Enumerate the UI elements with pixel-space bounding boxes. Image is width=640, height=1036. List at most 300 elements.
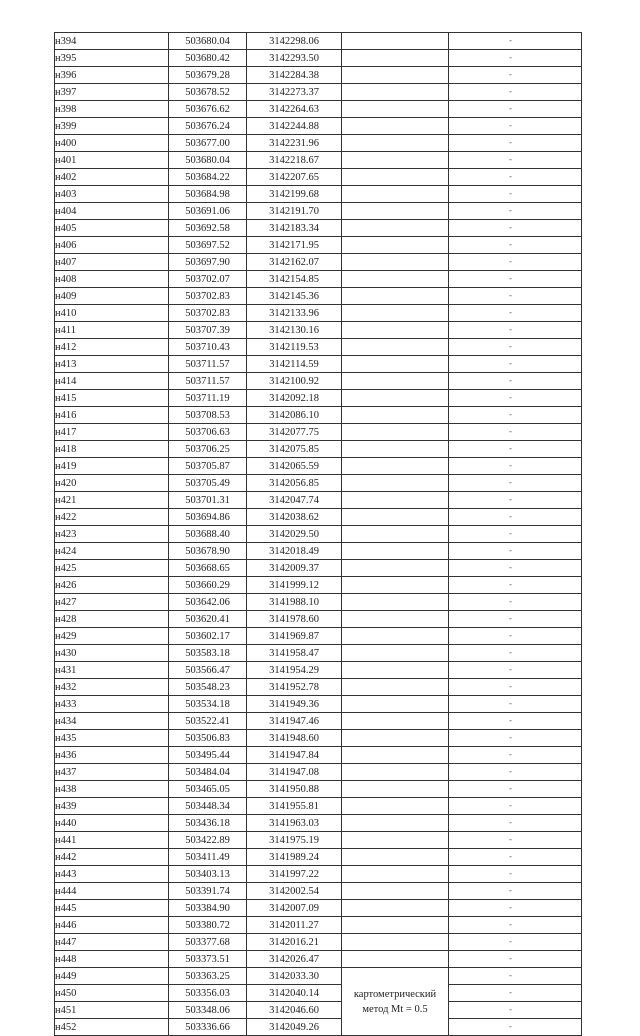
empty-cell	[449, 900, 582, 917]
coord-y: 3142029.50	[247, 526, 342, 543]
coord-y: 3142284.38	[247, 67, 342, 84]
empty-cell	[449, 764, 582, 781]
coord-x: 503676.24	[169, 118, 247, 135]
table-row	[55, 1019, 582, 1036]
dash-mark: -	[509, 698, 512, 708]
empty-cell	[449, 407, 582, 424]
dash-mark: -	[509, 103, 512, 113]
empty-cell	[342, 441, 449, 458]
coord-y: 3142244.88	[247, 118, 342, 135]
coord-y: 3142033.30	[247, 968, 342, 985]
coord-y: 3141952.78	[247, 679, 342, 696]
dash-mark: -	[509, 783, 512, 793]
table-row	[55, 696, 582, 713]
empty-cell	[449, 84, 582, 101]
point-id: н445	[55, 900, 169, 917]
coord-y: 3141955.81	[247, 798, 342, 815]
coordinates-table	[54, 32, 582, 1036]
coord-y: 3141947.46	[247, 713, 342, 730]
empty-cell	[342, 339, 449, 356]
dash-mark: -	[509, 375, 512, 385]
empty-cell	[449, 237, 582, 254]
point-id: н417	[55, 424, 169, 441]
coord-x: 503706.25	[169, 441, 247, 458]
coord-x: 503534.18	[169, 696, 247, 713]
coord-y: 3141975.19	[247, 832, 342, 849]
dash-mark: -	[509, 137, 512, 147]
dash-mark: -	[509, 392, 512, 402]
table-row	[55, 220, 582, 237]
empty-cell	[449, 1002, 582, 1019]
coord-y: 3142018.49	[247, 543, 342, 560]
table-row	[55, 288, 582, 305]
point-id: н447	[55, 934, 169, 951]
dash-mark: -	[509, 630, 512, 640]
coord-y: 3142077.75	[247, 424, 342, 441]
dash-mark: -	[509, 970, 512, 980]
coord-x: 503506.83	[169, 730, 247, 747]
coord-y: 3142047.74	[247, 492, 342, 509]
coord-x: 503403.13	[169, 866, 247, 883]
empty-cell	[449, 883, 582, 900]
empty-cell	[449, 169, 582, 186]
coord-y: 3141948.60	[247, 730, 342, 747]
empty-cell	[449, 203, 582, 220]
empty-cell	[449, 271, 582, 288]
dash-mark: -	[509, 188, 512, 198]
table-row	[55, 424, 582, 441]
coord-y: 3142199.68	[247, 186, 342, 203]
table-row	[55, 254, 582, 271]
coord-y: 3142092.18	[247, 390, 342, 407]
point-id: н429	[55, 628, 169, 645]
method-note-line2: метод Mt = 0.5	[362, 1003, 428, 1015]
empty-cell	[449, 985, 582, 1002]
dash-mark: -	[509, 324, 512, 334]
dash-mark: -	[509, 545, 512, 555]
point-id: н407	[55, 254, 169, 271]
coord-x: 503363.25	[169, 968, 247, 985]
dash-mark: -	[509, 834, 512, 844]
point-id: н396	[55, 67, 169, 84]
dash-mark: -	[509, 273, 512, 283]
coord-x: 503707.39	[169, 322, 247, 339]
coord-x: 503448.34	[169, 798, 247, 815]
point-id: н433	[55, 696, 169, 713]
empty-cell	[449, 526, 582, 543]
empty-cell	[342, 390, 449, 407]
empty-cell	[449, 492, 582, 509]
coord-y: 3142056.85	[247, 475, 342, 492]
dash-mark: -	[509, 1004, 512, 1014]
empty-cell	[449, 441, 582, 458]
table-row	[55, 84, 582, 101]
point-id: н444	[55, 883, 169, 900]
dash-mark: -	[509, 647, 512, 657]
coord-y: 3142009.37	[247, 560, 342, 577]
coord-x: 503660.29	[169, 577, 247, 594]
point-id: н431	[55, 662, 169, 679]
empty-cell	[449, 968, 582, 985]
empty-cell	[449, 101, 582, 118]
coord-x: 503711.57	[169, 356, 247, 373]
coord-x: 503702.83	[169, 288, 247, 305]
empty-cell	[342, 288, 449, 305]
empty-cell	[342, 84, 449, 101]
empty-cell	[342, 730, 449, 747]
empty-cell	[342, 526, 449, 543]
dash-mark: -	[509, 868, 512, 878]
empty-cell	[342, 764, 449, 781]
empty-cell	[449, 458, 582, 475]
point-id: н425	[55, 560, 169, 577]
empty-cell	[342, 628, 449, 645]
table-row	[55, 866, 582, 883]
dash-mark: -	[509, 341, 512, 351]
dash-mark: -	[509, 613, 512, 623]
coord-x: 503391.74	[169, 883, 247, 900]
table-row	[55, 1002, 582, 1019]
coord-y: 3141947.84	[247, 747, 342, 764]
coord-y: 3142171.95	[247, 237, 342, 254]
empty-cell	[342, 594, 449, 611]
empty-cell	[449, 628, 582, 645]
dash-mark: -	[509, 443, 512, 453]
dash-mark: -	[509, 494, 512, 504]
coord-y: 3142065.59	[247, 458, 342, 475]
coord-x: 503684.22	[169, 169, 247, 186]
empty-cell	[342, 560, 449, 577]
empty-cell	[342, 662, 449, 679]
point-id: н415	[55, 390, 169, 407]
coord-x: 503336.66	[169, 1019, 247, 1036]
point-id: н442	[55, 849, 169, 866]
coord-y: 3142298.06	[247, 33, 342, 50]
method-note-line1: картометрический	[353, 988, 437, 1000]
coord-x: 503548.23	[169, 679, 247, 696]
empty-cell	[342, 798, 449, 815]
coord-y: 3142114.59	[247, 356, 342, 373]
empty-cell	[342, 900, 449, 917]
point-id: н427	[55, 594, 169, 611]
empty-cell	[342, 186, 449, 203]
table-row	[55, 390, 582, 407]
point-id: н439	[55, 798, 169, 815]
coord-y: 3141947.08	[247, 764, 342, 781]
table-row	[55, 152, 582, 169]
dash-mark: -	[509, 35, 512, 45]
table-row	[55, 203, 582, 220]
dash-mark: -	[509, 919, 512, 929]
coord-y: 3141949.36	[247, 696, 342, 713]
empty-cell	[449, 594, 582, 611]
coord-y: 3142100.92	[247, 373, 342, 390]
coord-y: 3141950.88	[247, 781, 342, 798]
dash-mark: -	[509, 477, 512, 487]
empty-cell	[342, 305, 449, 322]
table-row	[55, 951, 582, 968]
table-row	[55, 849, 582, 866]
point-id: н448	[55, 951, 169, 968]
coord-y: 3141963.03	[247, 815, 342, 832]
point-id: н450	[55, 985, 169, 1002]
table-row	[55, 662, 582, 679]
empty-cell	[449, 696, 582, 713]
dash-mark: -	[509, 256, 512, 266]
coord-x: 503702.83	[169, 305, 247, 322]
dash-mark: -	[509, 817, 512, 827]
empty-cell	[449, 560, 582, 577]
point-id: н395	[55, 50, 169, 67]
empty-cell	[449, 543, 582, 560]
dash-mark: -	[509, 205, 512, 215]
dash-mark: -	[509, 851, 512, 861]
table-row	[55, 832, 582, 849]
coord-x: 503684.98	[169, 186, 247, 203]
point-id: н394	[55, 33, 169, 50]
point-id: н451	[55, 1002, 169, 1019]
coord-y: 3142011.27	[247, 917, 342, 934]
table-row	[55, 747, 582, 764]
empty-cell	[342, 271, 449, 288]
empty-cell	[342, 849, 449, 866]
coord-y: 3142040.14	[247, 985, 342, 1002]
point-id: н423	[55, 526, 169, 543]
dash-mark: -	[509, 715, 512, 725]
point-id: н409	[55, 288, 169, 305]
empty-cell	[449, 730, 582, 747]
empty-cell	[342, 135, 449, 152]
coord-y: 3142162.07	[247, 254, 342, 271]
empty-cell	[342, 713, 449, 730]
point-id: н432	[55, 679, 169, 696]
coord-y: 3142231.96	[247, 135, 342, 152]
table-row	[55, 543, 582, 560]
empty-cell	[342, 679, 449, 696]
coord-x: 503676.62	[169, 101, 247, 118]
coord-x: 503692.58	[169, 220, 247, 237]
empty-cell	[342, 883, 449, 900]
empty-cell	[342, 611, 449, 628]
point-id: н397	[55, 84, 169, 101]
coord-x: 503484.04	[169, 764, 247, 781]
table-row	[55, 713, 582, 730]
point-id: н443	[55, 866, 169, 883]
empty-cell	[449, 424, 582, 441]
coord-y: 3142119.53	[247, 339, 342, 356]
point-id: н410	[55, 305, 169, 322]
table-row	[55, 900, 582, 917]
table-row	[55, 934, 582, 951]
table-row	[55, 169, 582, 186]
table-row	[55, 577, 582, 594]
empty-cell	[449, 577, 582, 594]
dash-mark: -	[509, 562, 512, 572]
coord-x: 503677.00	[169, 135, 247, 152]
empty-cell	[449, 152, 582, 169]
table-row	[55, 628, 582, 645]
dash-mark: -	[509, 732, 512, 742]
table-row	[55, 985, 582, 1002]
coord-y: 3141997.22	[247, 866, 342, 883]
table-row	[55, 679, 582, 696]
point-id: н414	[55, 373, 169, 390]
dash-mark: -	[509, 511, 512, 521]
table-row	[55, 458, 582, 475]
dash-mark: -	[509, 154, 512, 164]
dash-mark: -	[509, 52, 512, 62]
table-row	[55, 475, 582, 492]
empty-cell	[342, 917, 449, 934]
empty-cell	[449, 917, 582, 934]
empty-cell	[342, 322, 449, 339]
coord-x: 503522.41	[169, 713, 247, 730]
empty-cell	[449, 662, 582, 679]
point-id: н416	[55, 407, 169, 424]
table-row	[55, 492, 582, 509]
empty-cell	[449, 135, 582, 152]
coord-x: 503678.52	[169, 84, 247, 101]
dash-mark: -	[509, 579, 512, 589]
point-id: н413	[55, 356, 169, 373]
coord-x: 503680.42	[169, 50, 247, 67]
dash-mark: -	[509, 409, 512, 419]
coordinates-table-body	[55, 33, 582, 1036]
empty-cell	[342, 696, 449, 713]
dash-mark: -	[509, 86, 512, 96]
empty-cell	[342, 254, 449, 271]
empty-cell	[449, 934, 582, 951]
coord-x: 503706.63	[169, 424, 247, 441]
table-row	[55, 798, 582, 815]
coord-x: 503642.06	[169, 594, 247, 611]
point-id: н419	[55, 458, 169, 475]
coord-y: 3142038.62	[247, 509, 342, 526]
empty-cell	[449, 798, 582, 815]
point-id: н405	[55, 220, 169, 237]
empty-cell	[449, 611, 582, 628]
point-id: н435	[55, 730, 169, 747]
empty-cell	[342, 951, 449, 968]
empty-cell	[449, 679, 582, 696]
point-id: н446	[55, 917, 169, 934]
dash-mark: -	[509, 953, 512, 963]
empty-cell	[449, 339, 582, 356]
empty-cell	[342, 747, 449, 764]
dash-mark: -	[509, 239, 512, 249]
dash-mark: -	[509, 307, 512, 317]
point-id: н422	[55, 509, 169, 526]
point-id: н434	[55, 713, 169, 730]
point-id: н412	[55, 339, 169, 356]
table-row	[55, 730, 582, 747]
table-row	[55, 611, 582, 628]
empty-cell	[449, 50, 582, 67]
coord-x: 503668.65	[169, 560, 247, 577]
point-id: н398	[55, 101, 169, 118]
coord-y: 3142154.85	[247, 271, 342, 288]
empty-cell	[342, 50, 449, 67]
coord-y: 3141958.47	[247, 645, 342, 662]
empty-cell	[342, 577, 449, 594]
coord-y: 3142086.10	[247, 407, 342, 424]
coord-x: 503708.53	[169, 407, 247, 424]
empty-cell	[449, 475, 582, 492]
coord-y: 3142075.85	[247, 441, 342, 458]
coord-y: 3142273.37	[247, 84, 342, 101]
empty-cell	[342, 934, 449, 951]
empty-cell	[449, 951, 582, 968]
empty-cell	[449, 305, 582, 322]
empty-cell	[342, 543, 449, 560]
point-id: н437	[55, 764, 169, 781]
point-id: н418	[55, 441, 169, 458]
table-row	[55, 237, 582, 254]
table-row	[55, 118, 582, 135]
table-row	[55, 33, 582, 50]
coord-y: 3142218.67	[247, 152, 342, 169]
empty-cell	[449, 322, 582, 339]
dash-mark: -	[509, 120, 512, 130]
coord-x: 503620.41	[169, 611, 247, 628]
coord-x: 503678.90	[169, 543, 247, 560]
empty-cell	[449, 390, 582, 407]
dash-mark: -	[509, 885, 512, 895]
dash-mark: -	[509, 171, 512, 181]
coord-y: 3142046.60	[247, 1002, 342, 1019]
empty-cell	[449, 118, 582, 135]
coord-x: 503566.47	[169, 662, 247, 679]
dash-mark: -	[509, 460, 512, 470]
coord-y: 3142026.47	[247, 951, 342, 968]
coord-y: 3142007.09	[247, 900, 342, 917]
empty-cell	[449, 815, 582, 832]
empty-cell	[342, 475, 449, 492]
point-id: н436	[55, 747, 169, 764]
empty-cell	[449, 781, 582, 798]
coord-x: 503680.04	[169, 152, 247, 169]
empty-cell	[342, 458, 449, 475]
coord-x: 503436.18	[169, 815, 247, 832]
dash-mark: -	[509, 902, 512, 912]
empty-cell	[449, 509, 582, 526]
table-row	[55, 135, 582, 152]
coord-x: 503711.19	[169, 390, 247, 407]
coord-x: 503602.17	[169, 628, 247, 645]
table-row	[55, 764, 582, 781]
dash-mark: -	[509, 69, 512, 79]
point-id: н441	[55, 832, 169, 849]
coord-x: 503701.31	[169, 492, 247, 509]
table-row	[55, 339, 582, 356]
empty-cell	[449, 832, 582, 849]
point-id: н452	[55, 1019, 169, 1036]
coord-y: 3142002.54	[247, 883, 342, 900]
dash-mark: -	[509, 987, 512, 997]
coord-y: 3142130.16	[247, 322, 342, 339]
coord-y: 3141969.87	[247, 628, 342, 645]
coord-x: 503384.90	[169, 900, 247, 917]
empty-cell	[449, 713, 582, 730]
empty-cell	[342, 169, 449, 186]
point-id: н401	[55, 152, 169, 169]
coord-x: 503697.90	[169, 254, 247, 271]
empty-cell	[342, 815, 449, 832]
point-id: н408	[55, 271, 169, 288]
empty-cell	[342, 203, 449, 220]
empty-cell	[449, 220, 582, 237]
table-row	[55, 917, 582, 934]
